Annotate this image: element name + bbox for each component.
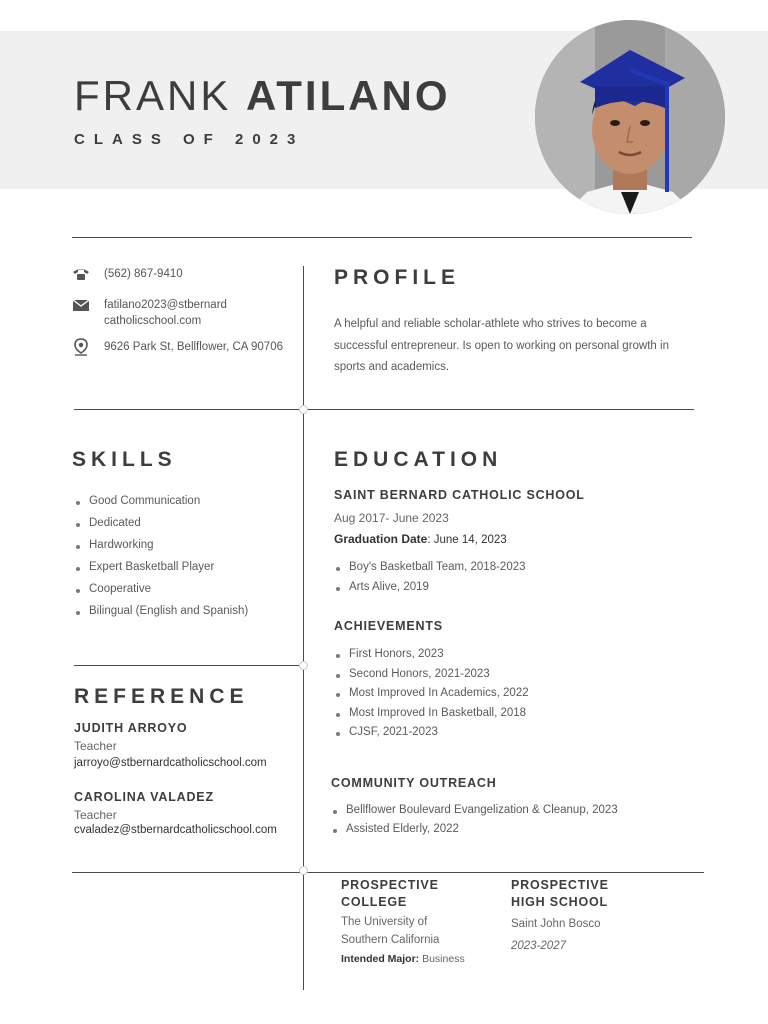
reference-heading: REFERENCE: [74, 685, 249, 708]
prospective-high-school-heading: [511, 877, 609, 911]
address-text: 9626 Park St, Bellflower, CA 90706: [104, 341, 283, 353]
college-name-line-1: The University of: [341, 916, 428, 928]
phone-text: (562) 867-9410: [104, 268, 183, 280]
skill-item: Good Communication: [74, 495, 248, 507]
line-node: [299, 405, 308, 414]
email-line-2: catholicschool.com: [104, 315, 202, 327]
divider-vertical: [303, 266, 304, 990]
profile-photo: [535, 20, 725, 214]
reference-email: jarroyo@stbernardcatholicschool.com: [74, 757, 267, 769]
achievements-list: [334, 648, 529, 738]
prospective-hs-title-1: PROSPECTIVE: [511, 878, 609, 892]
outreach-item: Bellflower Boulevard Evangelization & Cleanup, 2023: [331, 804, 618, 816]
skill-item: Hardworking: [74, 539, 248, 551]
first-name: FRANK: [74, 72, 232, 119]
school-name: SAINT BERNARD CATHOLIC SCHOOL: [334, 488, 585, 502]
achievement-item: Most Improved In Basketball, 2018: [334, 707, 529, 719]
reference-role: Teacher: [74, 739, 117, 753]
reference-email: cvaladez@stbernardcatholicschool.com: [74, 824, 277, 836]
skill-item: Bilingual (English and Spanish): [74, 605, 248, 617]
line-node: [299, 661, 308, 670]
activity-item: Boy's Basketball Team, 2018-2023: [334, 561, 526, 573]
prospective-college-heading: [341, 877, 439, 911]
school-dates: Aug 2017- June 2023: [334, 511, 449, 525]
intended-major: [341, 950, 465, 968]
skills-heading: SKILLS: [72, 448, 177, 471]
college-name-line-2: Southern California: [341, 934, 440, 946]
divider-top: [72, 237, 692, 238]
profile-heading: PROFILE: [334, 266, 461, 289]
skill-item: Cooperative: [74, 583, 248, 595]
email-text: [104, 297, 227, 329]
graduation-label: Graduation Date: [334, 532, 428, 546]
achievement-item: First Honors, 2023: [334, 648, 529, 660]
phone-icon: [72, 266, 90, 282]
contact-phone: [72, 266, 183, 282]
high-school-name: Saint John Bosco: [511, 918, 601, 930]
activities-list: [334, 561, 526, 593]
divider-bottom: [72, 872, 704, 873]
last-name: ATILANO: [246, 72, 451, 119]
achievement-item: CJSF, 2021-2023: [334, 726, 529, 738]
line-node: [299, 866, 308, 875]
reference-role: Teacher: [74, 808, 117, 822]
skill-item: Expert Basketball Player: [74, 561, 248, 573]
location-pin-icon: [72, 339, 90, 355]
education-heading: EDUCATION: [334, 448, 503, 471]
college-name: [341, 913, 439, 949]
achievements-heading: ACHIEVEMENTS: [334, 619, 443, 633]
student-name: [74, 72, 451, 120]
divider-mid-1: [74, 409, 694, 410]
graduation-date: [334, 532, 507, 546]
major-value: Business: [419, 953, 465, 965]
outreach-list: [331, 804, 618, 835]
major-label: Intended Major:: [341, 953, 420, 965]
contact-address: [72, 339, 283, 355]
email-line-1: fatilano2023@stbernard: [104, 299, 227, 311]
graduation-value: : June 14, 2023: [427, 534, 507, 546]
prospective-college-title-2: COLLEGE: [341, 895, 408, 909]
divider-left-reference: [74, 665, 303, 666]
reference-name: CAROLINA VALADEZ: [74, 790, 214, 804]
contact-email: [72, 297, 227, 329]
achievement-item: Most Improved In Academics, 2022: [334, 687, 529, 699]
mail-icon: [72, 297, 90, 313]
reference-name: JUDITH ARROYO: [74, 721, 188, 735]
skill-item: Dedicated: [74, 517, 248, 529]
high-school-years: 2023-2027: [511, 940, 566, 952]
outreach-item: Assisted Elderly, 2022: [331, 823, 618, 835]
outreach-heading: COMMUNITY OUTREACH: [331, 776, 497, 790]
skills-list: [74, 495, 248, 617]
achievement-item: Second Honors, 2021-2023: [334, 668, 529, 680]
activity-item: Arts Alive, 2019: [334, 581, 526, 593]
prospective-college-title-1: PROSPECTIVE: [341, 878, 439, 892]
profile-text: A helpful and reliable scholar-athlete who strives to become a successful entrepreneur. Is open to working on personal growth in sports and academics.: [334, 318, 669, 373]
class-year: CLASS OF 2023: [74, 131, 305, 148]
prospective-hs-title-2: HIGH SCHOOL: [511, 895, 608, 909]
